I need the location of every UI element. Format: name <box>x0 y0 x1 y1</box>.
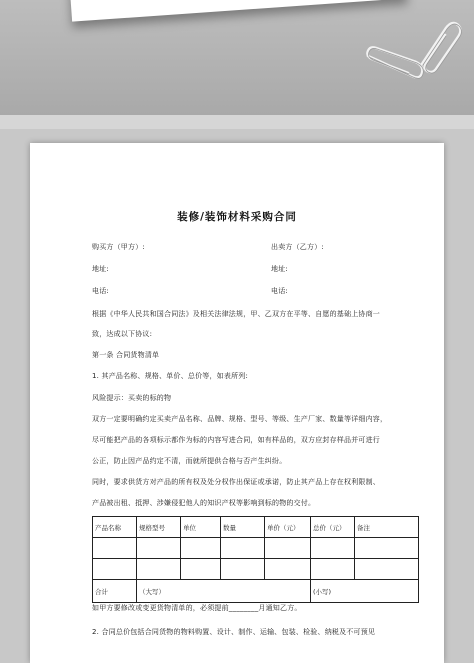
divider-band <box>0 115 474 129</box>
table-header-cell: 规格型号 <box>137 517 181 538</box>
item-1-text: 1. 其产品名称、规格、单价、总价等，如表所列: <box>92 372 249 380</box>
total-label: 合计 <box>93 580 137 603</box>
table-header-cell: 备注 <box>355 517 419 538</box>
table-header-cell: 产品名称 <box>93 517 137 538</box>
total-capital <box>137 580 311 603</box>
total-lowercase <box>311 580 419 603</box>
article-1-heading: 第一条 合同货物清单 <box>92 351 160 359</box>
seller-label: 出卖方（乙方）: <box>271 243 324 251</box>
background-paper-sheet <box>69 0 408 22</box>
background-top-band <box>0 0 474 115</box>
table-row <box>93 538 419 559</box>
paperclip-icon <box>362 46 426 86</box>
table-header-cell: 单位 <box>181 517 221 538</box>
buyer-phone-label: 电话: <box>92 287 109 295</box>
total-lowercase-label: (小写) <box>313 587 332 596</box>
paragraph-2-line-1: 同时，要求供货方对产品的所有权及处分权作出保证或承诺，防止其产品上存在权利限制、 <box>92 478 380 486</box>
intro-text-line-2: 致，达成以下协议: <box>92 330 153 338</box>
paragraph-1-line-3: 公正，防止因产品约定不清，而就所提供合格与否产生纠纷。 <box>92 457 287 465</box>
seller-address-label: 地址: <box>271 265 288 273</box>
total-capital-label: （大写） <box>139 587 165 596</box>
paragraph-1-line-2: 尽可能把产品的各项标示都作为标的内容写进合同，如有样品的，双方应封存样品并可进行 <box>92 436 380 444</box>
seller-phone-label: 电话: <box>271 287 288 295</box>
goods-table <box>92 516 419 603</box>
table-header-row <box>93 517 419 538</box>
table-header-cell: 数量 <box>221 517 265 538</box>
contract-page <box>30 143 444 663</box>
item-2-text: 2. 合同总价包括合同货物的物料购置、设计、制作、运输、包装、检验、纳税及不可预见 <box>92 628 376 636</box>
table-header-cell: 总价（元） <box>311 517 355 538</box>
buyer-address-label: 地址: <box>92 265 109 273</box>
table-total-row <box>93 580 419 603</box>
document-title: 装修/装饰材料采购合同 <box>177 211 297 223</box>
intro-text-line-1: 根据《中华人民共和国合同法》及相关法律法规，甲、乙双方在平等、自愿的基础上协商一 <box>92 310 380 318</box>
paragraph-1-line-1: 双方一定要明确约定买卖产品名称、品牌、规格、型号、等级、生产厂家、数量等详细内容， <box>92 415 388 423</box>
risk-note: 风险提示：买卖的标的物 <box>92 394 172 402</box>
table-header-cell: 单价（元） <box>265 517 311 538</box>
change-notice-text: 如甲方要修改或变更货物清单的，必须提前________月通知乙方。 <box>92 604 302 612</box>
table-row <box>93 559 419 580</box>
paragraph-2-line-2: 产品被出租、抵押、涉嫌侵犯他人的知识产权等影响到标的物的交付。 <box>92 499 316 507</box>
buyer-label: 购买方（甲方）: <box>92 243 145 251</box>
